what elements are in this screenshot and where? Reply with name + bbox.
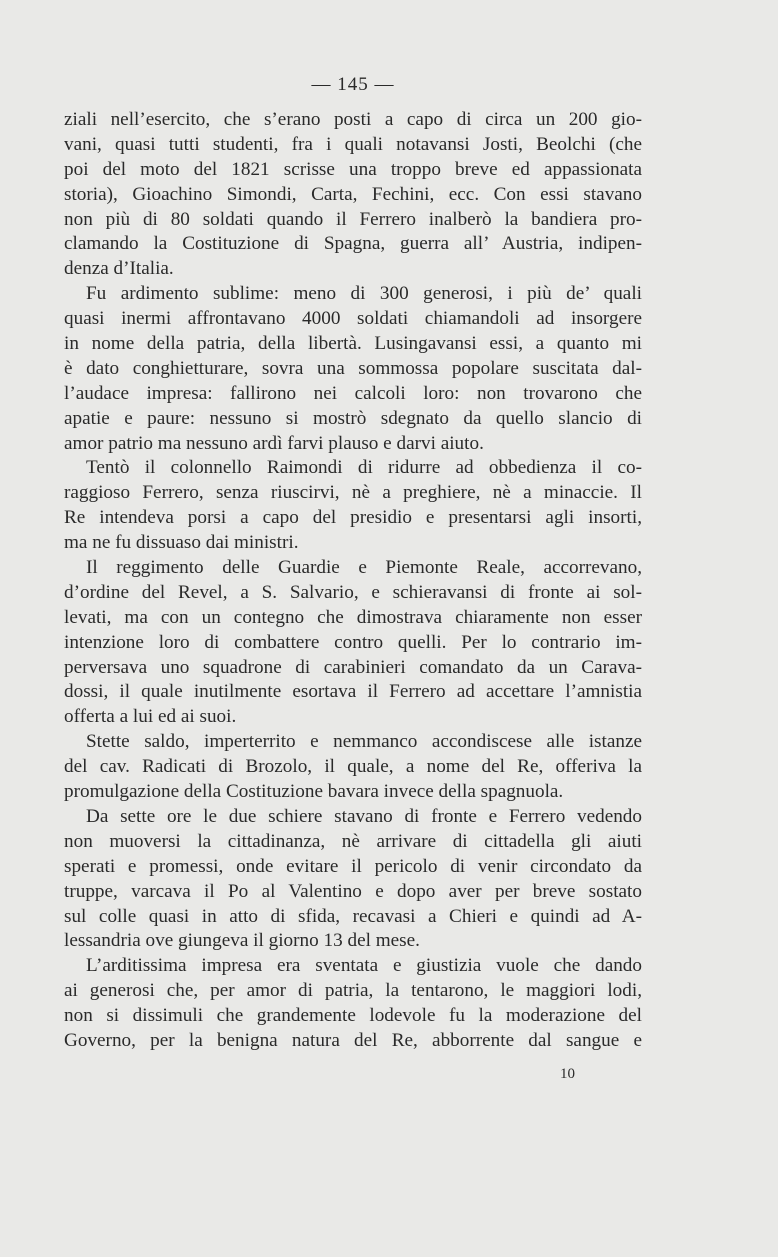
text-line: levati, ma con un contegno che dimostrava chiaramente non esser (64, 606, 642, 628)
text-line: raggioso Ferrero, senza riuscirvi, nè a preghiere, nè a minaccie. Il (64, 482, 642, 504)
signature-mark: 10 (560, 1066, 575, 1082)
page-number: — 145 — (311, 74, 395, 95)
text-line: del cav. Radicati di Brozolo, il quale, a nome del Re, offeriva la (64, 756, 642, 778)
text-line: L’arditissima impresa era sventata e giustizia vuole che dando (86, 955, 642, 977)
text-line: quasi inermi affrontavano 4000 soldati chiamandoli ad insorgere (64, 308, 642, 330)
text-line: intenzione loro di combattere contro quelli. Per lo contrario im- (64, 631, 642, 653)
text-line: storia), Gioachino Simondi, Carta, Fechini, ecc. Con essi stavano (64, 183, 642, 205)
body-text (64, 108, 642, 1054)
text-line: denza d’Italia. (64, 258, 174, 280)
text-line: ma ne fu dissuaso dai ministri. (64, 532, 299, 554)
text-line: Tentò il colonnello Raimondi di ridurre ad obbedienza il co- (86, 457, 642, 479)
text-line: amor patrio ma nessuno ardì farvi plauso e darvi aiuto. (64, 432, 484, 454)
text-line: Fu ardimento sublime: meno di 300 generosi, i più de’ quali (86, 283, 642, 305)
text-line: l’audace impresa: fallirono nei calcoli loro: non trovarono che (64, 382, 642, 404)
text-line: d’ordine del Revel, a S. Salvario, e schieravansi di fronte ai sol- (64, 581, 642, 603)
text-line: non muoversi la cittadinanza, nè arrivare di cittadella gli aiuti (64, 830, 642, 852)
text-line: clamando la Costituzione di Spagna, guerra all’ Austria, indipen- (64, 233, 642, 255)
text-line: non più di 80 soldati quando il Ferrero inalberò la bandiera pro- (64, 208, 642, 230)
text-line: poi del moto del 1821 scrisse una troppo breve ed appassionata (64, 158, 642, 180)
text-line: vani, quasi tutti studenti, fra i quali notavansi Josti, Beolchi (che (64, 133, 642, 155)
text-line: Il reggimento delle Guardie e Piemonte Reale, accorrevano, (86, 557, 642, 579)
text-line: lessandria ove giungeva il giorno 13 del mese. (64, 930, 420, 952)
text-line: apatie e paure: nessuno si mostrò sdegnato da quello slancio di (64, 407, 642, 429)
text-line: Re intendeva porsi a capo del presidio e presentarsi agli insorti, (64, 507, 642, 529)
text-line: promulgazione della Costituzione bavara invece della spagnuola. (64, 781, 564, 803)
text-line: Stette saldo, imperterrito e nemmanco accondiscese alle istanze (86, 731, 642, 753)
text-line: Da sette ore le due schiere stavano di fronte e Ferrero vedendo (86, 805, 642, 827)
text-line: ai generosi che, per amor di patria, la tentarono, le maggiori lodi, (64, 980, 642, 1002)
text-line: dossi, il quale inutilmente esortava il Ferrero ad accettare l’amnistia (64, 681, 642, 703)
text-line: è dato conghietturare, sovra una sommossa popolare suscitata dal- (64, 357, 642, 379)
text-line: sul colle quasi in atto di sfida, recavasi a Chieri e quindi ad A- (64, 905, 642, 927)
text-line: ziali nell’esercito, che s’erano posti a capo di circa un 200 gio- (64, 109, 642, 130)
text-line: Governo, per la benigna natura del Re, abborrente dal sangue e (64, 1029, 642, 1051)
text-line: in nome della patria, della libertà. Lusingavansi essi, a quanto mi (64, 333, 642, 355)
text-line: truppe, varcava il Po al Valentino e dopo aver per breve sostato (64, 880, 642, 902)
text-line: offerta a lui ed ai suoi. (64, 706, 237, 728)
text-line: sperati e promessi, onde evitare il pericolo di venir circondato da (64, 855, 642, 877)
text-line: non si dissimuli che grandemente lodevole fu la moderazione del (64, 1005, 642, 1027)
text-line: perversava uno squadrone di carabinieri comandato da un Carava- (64, 656, 642, 678)
